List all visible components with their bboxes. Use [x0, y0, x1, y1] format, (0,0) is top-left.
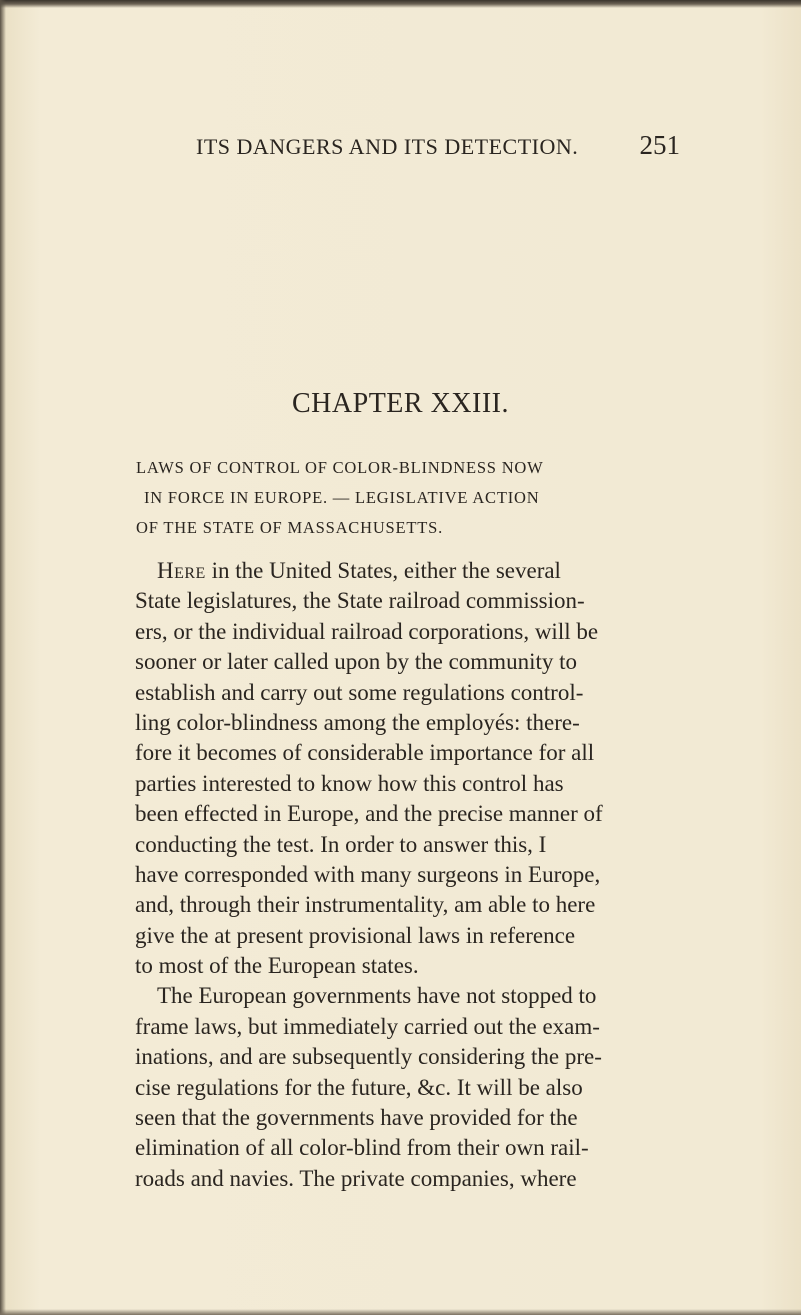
paragraph-line: ling color-blindness among the employés: there-	[135, 709, 580, 735]
paragraph-line: inations, and are subsequently considering the pre-	[135, 1044, 602, 1070]
paragraph-line: elimination of all color-blind from their own rail-	[135, 1135, 589, 1161]
paragraph-line: frame laws, but immediately carried out the exam-	[135, 1013, 600, 1039]
paragraph-line: seen that the governments have provided for the	[135, 1105, 578, 1131]
paragraph-line-text: in the United States, either the several	[205, 558, 561, 583]
chapter-subtitle-line: LAWS OF CONTROL OF COLOR-BLINDNESS NOW	[136, 458, 544, 477]
paragraph-line: and, through their instrumentality, am able to here	[135, 892, 596, 918]
paragraph-line: give the at present provisional laws in reference	[135, 922, 576, 948]
page-number: 251	[639, 130, 680, 160]
drop-word: Here	[157, 558, 206, 583]
chapter-subtitle-line: IN FORCE IN EUROPE. — LEGISLATIVE ACTION	[144, 488, 540, 507]
paragraph-line: conducting the test. In order to answer this, I	[135, 831, 547, 857]
page-bottom-edge-shadow	[0, 1309, 801, 1315]
paragraph-line: cise regulations for the future, &c. It will be also	[135, 1074, 583, 1100]
paragraph-line: been effected in Europe, and the precise manner of	[135, 801, 603, 827]
paragraph-line: roads and navies. The private companies, where	[135, 1165, 577, 1191]
chapter-subtitle-line: OF THE STATE OF MASSACHUSETTS.	[136, 518, 444, 537]
chapter-title: CHAPTER XXIII.	[292, 388, 509, 419]
paragraph-line: sooner or later called upon by the community to	[135, 649, 577, 675]
paragraph-line: have corresponded with many surgeons in Europe,	[135, 861, 601, 887]
paragraph-line: establish and carry out some regulations control-	[135, 679, 584, 705]
paragraph-line: to most of the European states.	[135, 953, 419, 979]
chapter-subtitle	[136, 453, 696, 543]
running-head-title: ITS DANGERS AND ITS DETECTION.	[196, 134, 579, 159]
page-top-edge-shadow	[0, 0, 801, 8]
paragraph-line	[135, 556, 675, 586]
paragraph-line: State legislatures, the State railroad commission-	[135, 588, 585, 614]
body-text	[135, 556, 675, 1194]
paragraph-line: ers, or the individual railroad corporations, will be	[135, 618, 599, 644]
running-head	[196, 130, 680, 164]
paragraph-line: fore it becomes of considerable importance for all	[135, 740, 595, 766]
paragraph-line: The European governments have not stopped to	[157, 983, 597, 1009]
page-left-edge-shadow	[0, 0, 6, 1315]
paragraph-line: parties interested to know how this control has	[135, 770, 564, 796]
